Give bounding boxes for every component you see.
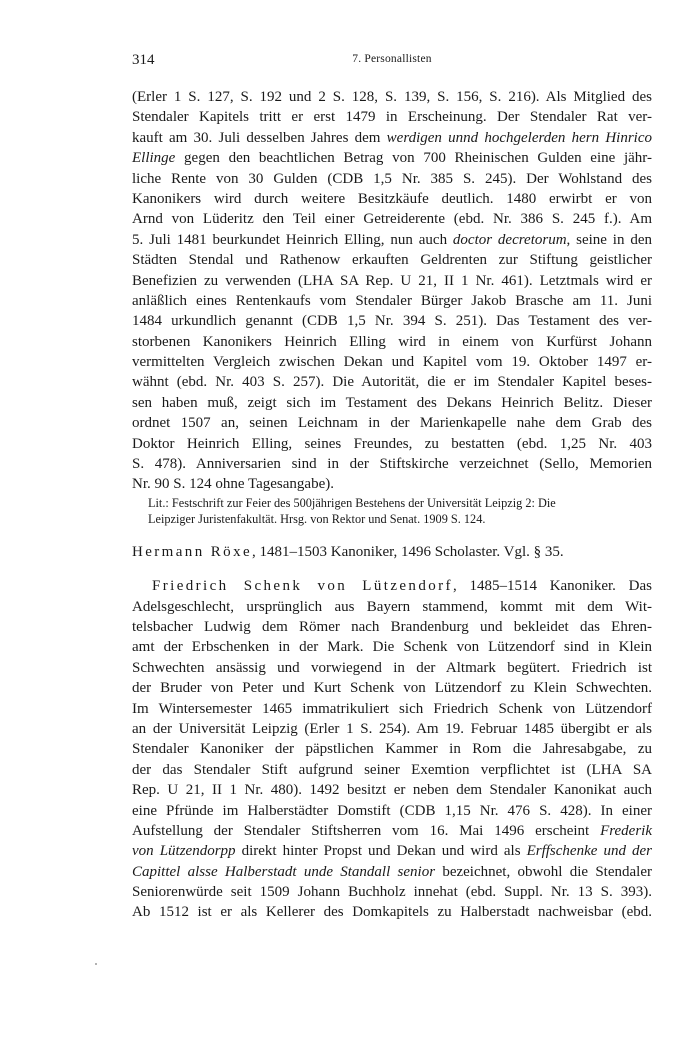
text-line: Rep. U 21, II 1 Nr. 480). 1492 besitzt er neben dem Stendaler Kanonikat auch — [132, 782, 652, 799]
text-line: storbenen Kanonikers Heinrich Elling wird in einem von Kurfürst Johann — [132, 333, 652, 350]
text-line: Nr. 90 S. 124 ohne Tagesangabe). — [132, 476, 334, 493]
text-run: kauft am 30. Juli desselben Jahres dem — [132, 129, 387, 146]
text-line: amt der Erbschenken in der Mark. Die Schenk von Lützendorf sind in Klein — [132, 639, 652, 656]
text-line: ordnet 1507 an, seinen Leichnam in der Marienkapelle nahe dem Grab des — [132, 415, 652, 432]
quote-italic: Erffschenke und der — [526, 843, 652, 860]
text-run: , 1481–1503 Kanoniker, 1496 Scholaster. Vgl. § 35. — [252, 543, 564, 560]
text-run: Aufstellung der Stendaler Stiftsherren vom 16. Mai 1496 erscheint — [132, 822, 601, 839]
text-line: anläßlich eines Rentenkaufs vom Stendaler Bürger Jakob Brasche am 11. Juni — [132, 292, 652, 309]
text-line: Doktor Heinrich Elling, seines Freundes, zu bestatten (ebd. 1,25 Nr. 403 — [132, 435, 652, 452]
text-line — [132, 576, 652, 596]
quote-italic: Frederik — [600, 822, 652, 839]
text-line: Arnd von Lüderitz den Teil einer Getreiderente (ebd. Nr. 386 S. 245 f.). Am — [132, 211, 652, 228]
text-line: Im Wintersemester 1465 immatrikuliert sich Friedrich Schenk von Lützendorf — [132, 700, 652, 717]
person-name: Friedrich Schenk von Lützendorf — [152, 578, 453, 595]
text-run: direkt hinter Propst und Dekan und wird als — [235, 843, 527, 860]
quote-italic: werdigen unnd hochgelerden hern Hinrico — [386, 129, 652, 146]
text-run: , 1485–1514 Kanoniker. Das — [452, 578, 652, 595]
text-line: Schwechten ansässig und vorwiegend in der Altmark begütert. Friedrich ist — [132, 659, 652, 676]
text-line: Ab 1512 ist er als Kellerer des Domkapitels zu Halberstadt nachweisbar (ebd. — [132, 904, 652, 921]
spacer — [132, 528, 652, 542]
quote-italic: doctor decretorum — [452, 231, 567, 248]
text-line — [132, 230, 652, 250]
text-run: , seine in den — [566, 231, 652, 248]
quote-italic: Ellinge — [132, 150, 176, 167]
text-line: an der Universität Leipzig (Erler 1 S. 254). Am 19. Februar 1485 übergibt er als — [132, 720, 652, 737]
text-line: der Bruder von Peter und Kurt Schenk von Lützendorf zu Klein Schwechten. — [132, 680, 652, 697]
text-line — [132, 128, 652, 148]
text-run: gegen den beachtlichen Betrag von 700 Rheinischen Gulden eine jähr- — [175, 150, 652, 167]
text-line: S. 478). Anniversarien sind in der Stiftskirche verzeichnet (Sello, Memorien — [132, 456, 652, 473]
text-line — [132, 821, 652, 841]
entry-roexe — [132, 542, 652, 562]
page-header — [132, 52, 652, 72]
literature-line: Lit.: Festschrift zur Feier des 500jährigen Bestehens der Universität Leipzig 2: Die — [148, 495, 556, 510]
text-line — [132, 841, 652, 861]
person-name: Hermann Röxe — [132, 543, 253, 560]
text-line: 1484 urkundlich genannt (CDB 1,5 Nr. 394 S. 251). Das Testament des ver- — [132, 313, 652, 330]
running-title: 7. Personallisten — [352, 53, 432, 65]
text-line: Seniorenwürde seit 1509 Johann Buchholz innehat (ebd. Suppl. Nr. 13 S. 393). — [132, 884, 652, 901]
text-line: vermittelten Vergleich zwischen Dekan und Kapitel vom 19. Oktober 1497 er- — [132, 354, 652, 371]
text-line — [132, 862, 652, 882]
text-line: Kanonikers wird durch weitere Besitzkäufe deutlich. 1480 erwirbt er von — [132, 190, 652, 207]
text-run: 5. Juli 1481 beurkundet Heinrich Elling, nun auch — [132, 231, 453, 248]
text-line: wähnt (ebd. Nr. 403 S. 257). Die Autorität, die er im Stendaler Kapitel beses- — [132, 374, 652, 391]
text-line: Städten Stendal und Rathenow erkauften Geldrenten zur Stiftung geistlicher — [132, 252, 652, 269]
text-line: Benefizien zu verwenden (LHA SA Rep. U 21, II 1 Nr. 461). Letztmals wird er — [132, 272, 652, 289]
spacer — [132, 562, 652, 576]
text-line: (Erler 1 S. 127, S. 192 und 2 S. 128, S. 139, S. 156, S. 216). Als Mitglied des — [132, 89, 652, 105]
text-run: bezeichnet, obwohl die Stendaler — [435, 863, 652, 880]
quote-italic: Capittel alsse Halberstadt unde Standall senior — [132, 863, 436, 880]
text-line: telsbacher Ludwig dem Römer nach Brandenburg und bekleidet das Ehren- — [132, 618, 652, 635]
text-line: Adelsgeschlecht, ursprünglich aus Bayern stammend, kommt mit dem Wit- — [132, 598, 652, 615]
text-line: Stendaler Kapitels tritt er erst 1479 in Erscheinung. Der Stendaler Rat ver- — [132, 109, 652, 126]
text-line: sen haben muß, zeigt sich im Testament des Dekans Heinrich Belitz. Dieser — [132, 394, 652, 411]
text-line: liche Rente von 30 Gulden (CDB 1,5 Nr. 385 S. 245). Der Wohlstand des — [132, 170, 652, 187]
text-line: Stendaler Kanoniker der päpstlichen Kammer in Rom die Jahresabgabe, zu — [132, 741, 652, 758]
literature-line: Leipziger Juristenfakultät. Hrsg. von Rektor und Senat. 1909 S. 124. — [148, 512, 486, 527]
scan-speck — [95, 963, 97, 965]
text-line — [132, 148, 652, 168]
quote-italic: von Lützendorpp — [132, 843, 236, 860]
body-text — [132, 87, 652, 923]
page-number: 314 — [132, 52, 155, 68]
text-line: der das Stendaler Stift aufgrund seiner Exemtion verpflichtet ist (LHA SA — [132, 761, 652, 778]
text-line: eine Pfründe im Halberstädter Domstift (CDB 1,15 Nr. 476 S. 428). In einer — [132, 802, 652, 819]
